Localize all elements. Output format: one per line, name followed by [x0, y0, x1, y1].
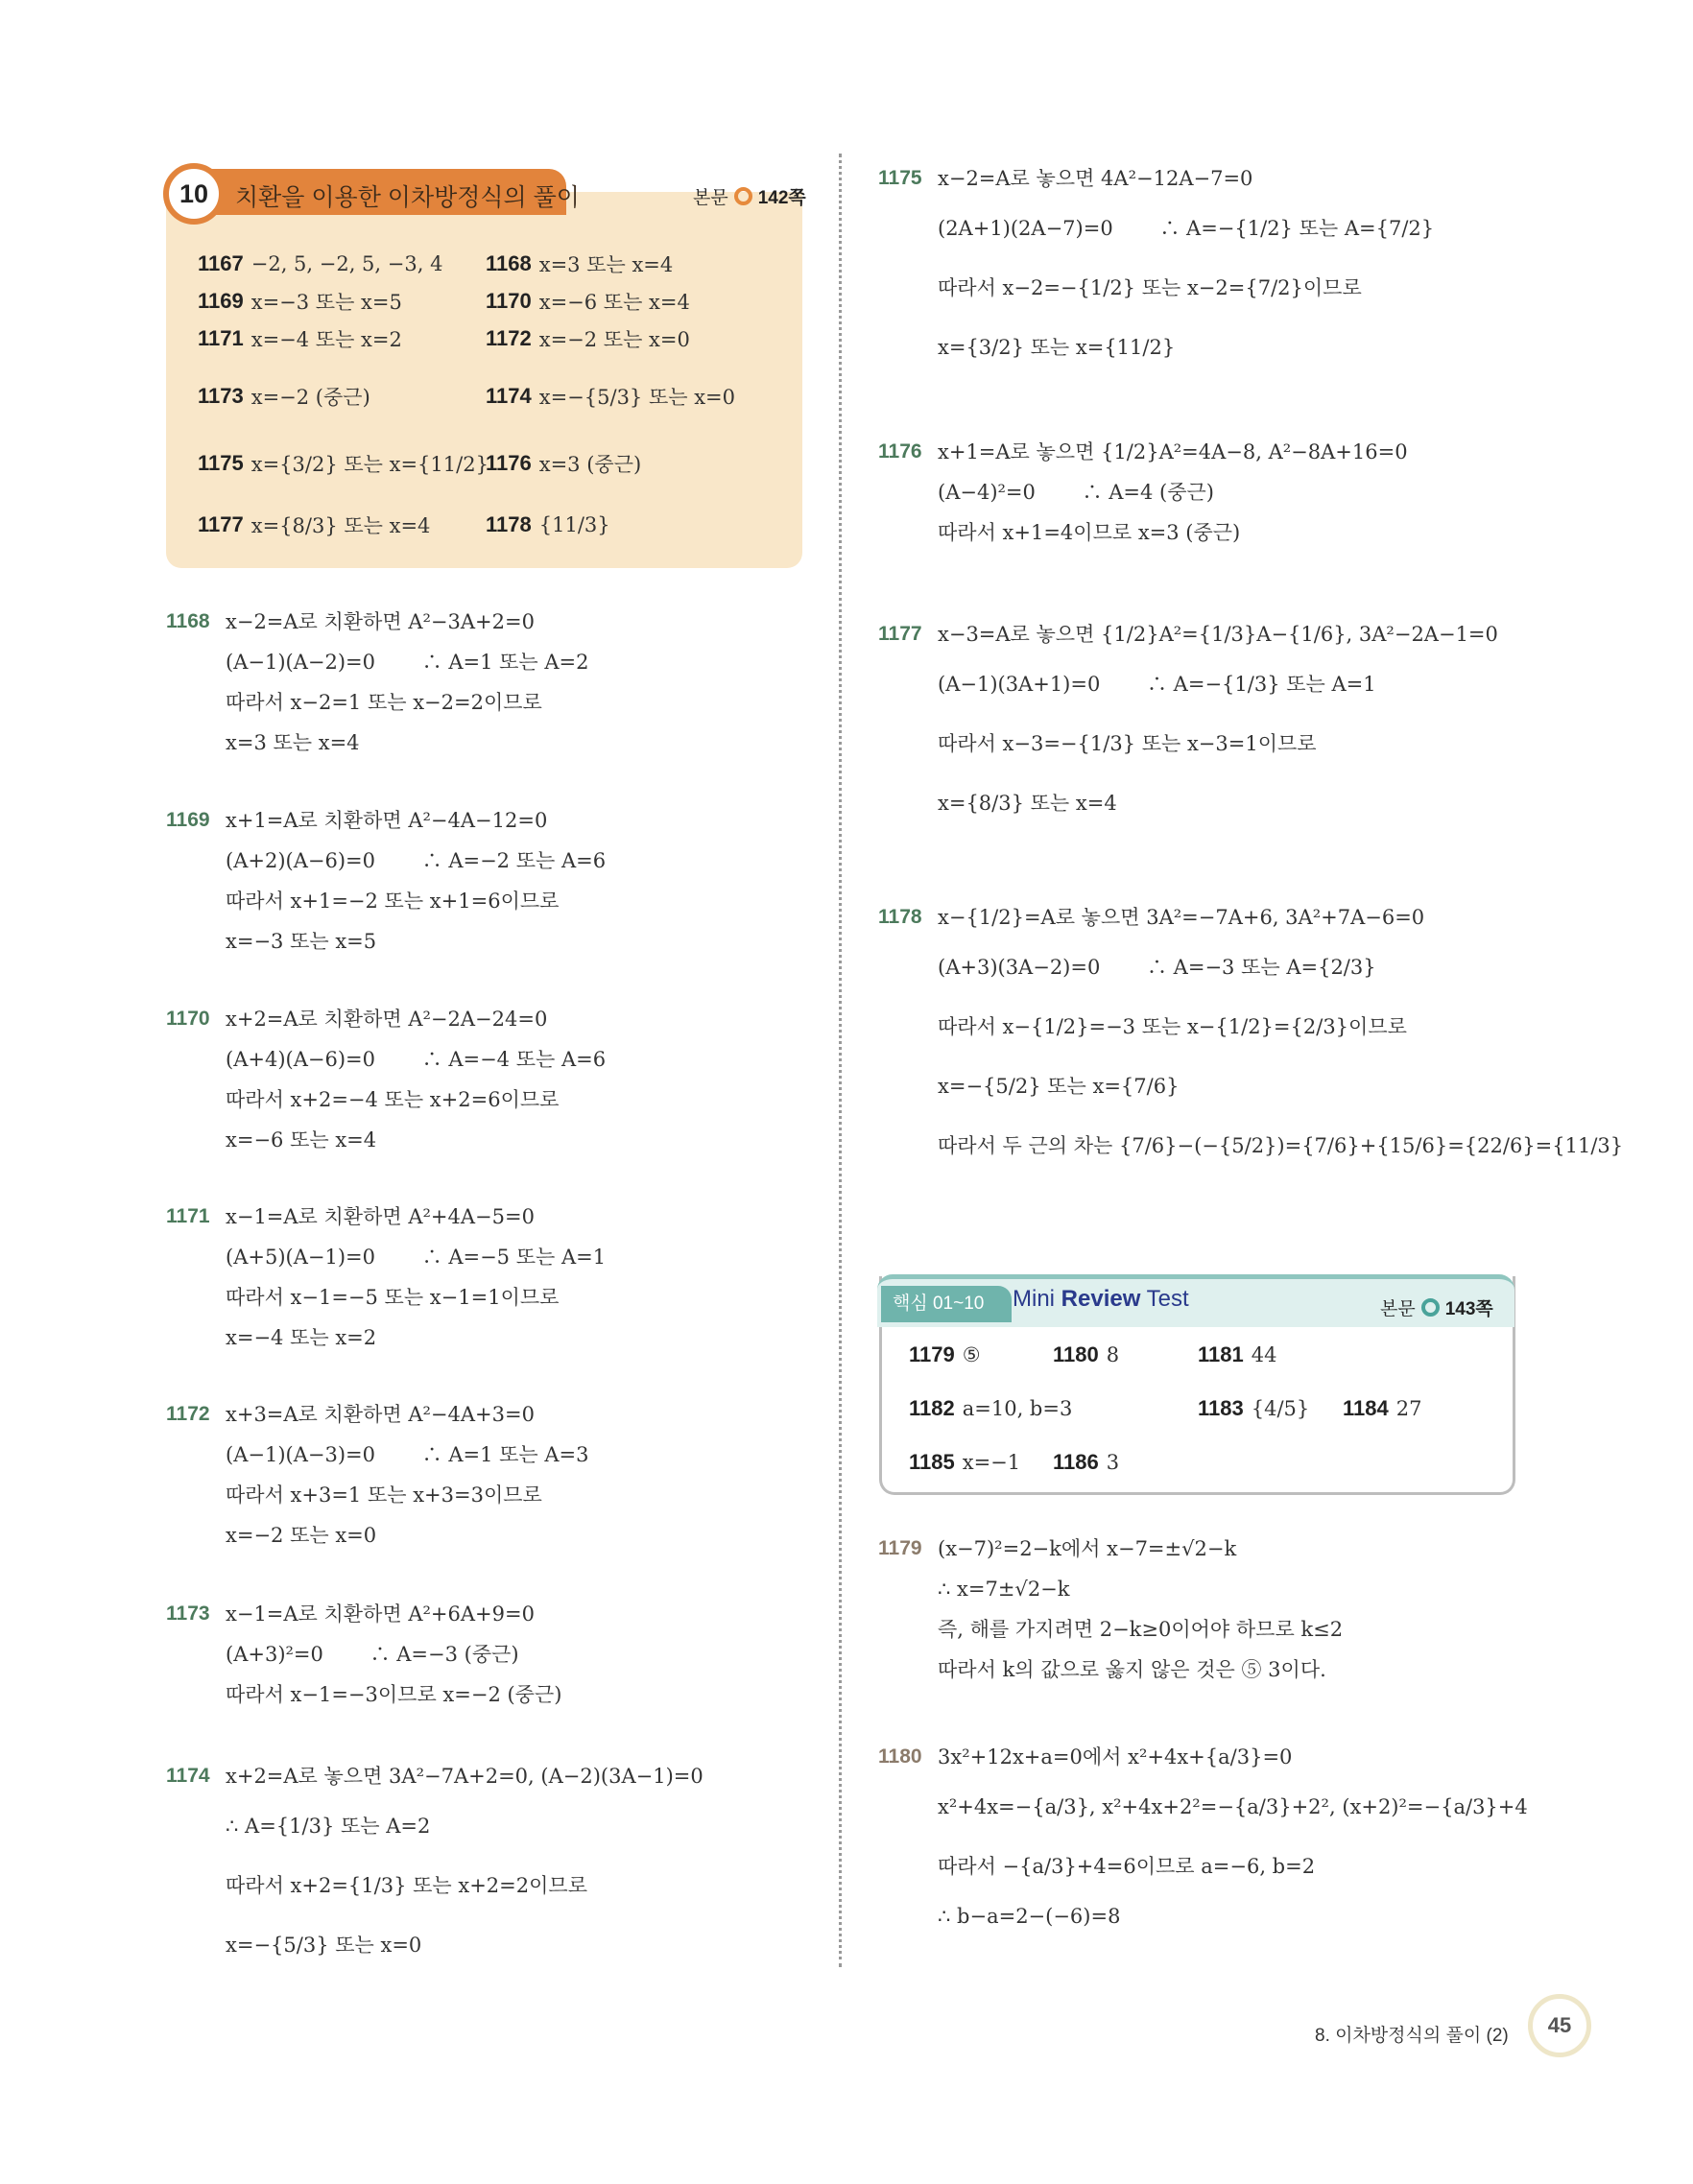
answer-text: x=−3 또는 x=5 — [250, 291, 402, 314]
problem-number: 1178 — [878, 906, 922, 928]
solution-line: 따라서 x−1=−3이므로 x=−2 (중근) — [226, 1683, 562, 1706]
solution-line: x−1=A로 치환하면 A²+4A−5=0 — [226, 1205, 535, 1228]
answer-number: 1183 — [1198, 1396, 1244, 1420]
solution-line: x−3=A로 놓으면 {1/2}A²={1/3}A−{1/6}, 3A²−2A−1=0 — [938, 623, 1498, 646]
answer-text: {4/5} — [1251, 1397, 1310, 1420]
answer-text: 8 — [1106, 1343, 1120, 1366]
answer-number: 1167 — [198, 251, 244, 275]
solution-line: (A−1)(A−3)=0 ∴ A=1 또는 A=3 — [226, 1443, 589, 1466]
answer-text: a=10, b=3 — [962, 1397, 1073, 1420]
solution-line: 따라서 x+2={1/3} 또는 x+2=2이므로 — [226, 1874, 587, 1897]
solution-body — [226, 999, 606, 1160]
answer-number: 1168 — [486, 251, 532, 275]
answer-item — [198, 315, 402, 363]
answer-number: 1176 — [486, 451, 532, 475]
mini-review-page-ref — [1380, 1294, 1493, 1320]
solution-line: x+2=A로 놓으면 3A²−7A+2=0, (A−2)(3A−1)=0 — [226, 1765, 703, 1788]
answer-number: 1182 — [909, 1396, 955, 1420]
solution-body — [226, 1394, 589, 1555]
solution-line: (2A+1)(2A−7)=0 ∴ A=−{1/2} 또는 A={7/2} — [938, 217, 1435, 240]
mini-answer-item — [909, 1385, 1072, 1433]
answer-item — [198, 439, 489, 487]
answer-number: 1186 — [1053, 1450, 1099, 1474]
answer-text: x=−1 — [962, 1451, 1021, 1474]
problem-number: 1168 — [166, 610, 210, 632]
problem-number: 1174 — [166, 1765, 210, 1787]
solution-line: x=−{5/3} 또는 x=0 — [226, 1934, 422, 1957]
problem-number: 1170 — [166, 1008, 210, 1030]
answer-number: 1184 — [1343, 1396, 1389, 1420]
solution-line: (A+2)(A−6)=0 ∴ A=−2 또는 A=6 — [226, 849, 607, 872]
solution-body — [226, 1756, 703, 1975]
mini-answer-item — [1198, 1331, 1276, 1379]
section-number: 10 — [163, 163, 225, 225]
solution-line: 따라서 x−2=1 또는 x−2=2이므로 — [226, 691, 542, 714]
answer-text: 27 — [1395, 1397, 1422, 1420]
answer-number: 1172 — [486, 326, 532, 350]
answer-item — [486, 315, 690, 363]
solution-line: 따라서 x−2=−{1/2} 또는 x−2={7/2}이므로 — [938, 276, 1362, 299]
ref-label: 본문 — [1380, 1299, 1416, 1319]
solution-body — [938, 614, 1498, 833]
solution-line: 따라서 x+2=−4 또는 x+2=6이므로 — [226, 1088, 560, 1111]
solution-line: x=−6 또는 x=4 — [226, 1128, 377, 1151]
solution-line: 따라서 두 근의 차는 {7/6}−(−{5/2})={7/6}+{15/6}={22/6}={11/3} — [938, 1134, 1624, 1157]
solution-line: 따라서 k의 값으로 옳지 않은 것은 ⑤ 3이다. — [938, 1658, 1326, 1681]
solution-line: (A+4)(A−6)=0 ∴ A=−4 또는 A=6 — [226, 1048, 607, 1071]
solution-line: x+1=A로 놓으면 {1/2}A²=4A−8, A²−8A+16=0 — [938, 440, 1408, 463]
title-part: Review — [1061, 1286, 1141, 1312]
section-title: 치환을 이용한 이차방정식의 풀이 — [235, 184, 580, 211]
answer-text: x={3/2} 또는 x={11/2} — [250, 453, 489, 476]
problem-number: 1169 — [166, 809, 210, 831]
solution-line: ∴ A={1/3} 또는 A=2 — [226, 1815, 431, 1838]
page-number: 45 — [1528, 1994, 1591, 2057]
answer-text: ⑤ — [962, 1343, 981, 1366]
ref-page: 142쪽 — [757, 188, 806, 208]
answer-item — [486, 372, 735, 420]
answer-text: 44 — [1251, 1343, 1277, 1366]
solution-line: ∴ x=7±√2−k — [938, 1578, 1070, 1601]
solution-line: x−2=A로 치환하면 A²−3A+2=0 — [226, 610, 535, 633]
problem-number: 1175 — [878, 167, 922, 189]
problem-number: 1171 — [166, 1205, 210, 1227]
solution-line: x+2=A로 치환하면 A²−2A−24=0 — [226, 1008, 548, 1031]
answer-number: 1171 — [198, 326, 244, 350]
problem-number: 1180 — [878, 1745, 922, 1768]
solution-line: x+1=A로 치환하면 A²−4A−12=0 — [226, 809, 548, 832]
answer-number: 1173 — [198, 384, 244, 408]
solution-body — [938, 1737, 1528, 1936]
arrow-circle-icon — [734, 187, 752, 205]
solution-body — [938, 1529, 1343, 1690]
solution-line: (A−1)(3A+1)=0 ∴ A=−{1/3} 또는 A=1 — [938, 673, 1376, 696]
solution-body — [938, 897, 1623, 1175]
solution-line: (x−7)²=2−k에서 x−7=±√2−k — [938, 1537, 1237, 1560]
solution-line: ∴ b−a=2−(−6)=8 — [938, 1905, 1121, 1928]
title-part: Mini — [1013, 1286, 1061, 1312]
answer-number: 1177 — [198, 512, 244, 536]
ref-page: 143쪽 — [1444, 1299, 1493, 1319]
solution-line: 즉, 해를 가지려면 2−k≥0이어야 하므로 k≤2 — [938, 1618, 1344, 1641]
solution-body — [226, 1197, 606, 1358]
solution-line: 따라서 x−{1/2}=−3 또는 x−{1/2}={2/3}이므로 — [938, 1015, 1407, 1038]
answer-text: x=−2 또는 x=0 — [538, 328, 690, 351]
arrow-circle-icon — [1421, 1298, 1440, 1317]
answer-number: 1174 — [486, 384, 532, 408]
solution-line: 따라서 x−1=−5 또는 x−1=1이므로 — [226, 1286, 560, 1309]
solution-body — [226, 1594, 561, 1715]
problem-number: 1176 — [878, 440, 922, 463]
solution-body — [938, 432, 1408, 553]
solution-line: x={8/3} 또는 x=4 — [938, 792, 1117, 815]
answer-item — [198, 501, 430, 549]
solution-line: 3x²+12x+a=0에서 x²+4x+{a/3}=0 — [938, 1745, 1293, 1769]
solution-line: x=3 또는 x=4 — [226, 731, 360, 754]
answer-number: 1180 — [1053, 1342, 1099, 1366]
answer-text: x=−4 또는 x=2 — [250, 328, 402, 351]
solution-line: (A+3)(3A−2)=0 ∴ A=−3 또는 A={2/3} — [938, 956, 1376, 979]
section-page-ref — [693, 183, 806, 209]
solution-line: 따라서 x+1=4이므로 x=3 (중근) — [938, 521, 1241, 544]
solution-line: 따라서 x+1=−2 또는 x+1=6이므로 — [226, 890, 560, 913]
mini-answer-item — [1053, 1438, 1119, 1486]
answer-number: 1179 — [909, 1342, 955, 1366]
problem-number: 1172 — [166, 1403, 210, 1425]
solution-line: (A+5)(A−1)=0 ∴ A=−5 또는 A=1 — [226, 1246, 607, 1269]
mini-review-title — [1013, 1286, 1189, 1313]
answer-item — [486, 439, 641, 487]
answer-number: 1170 — [486, 289, 532, 313]
answer-text: x={8/3} 또는 x=4 — [250, 514, 431, 537]
answer-text: x=−{5/3} 또는 x=0 — [538, 386, 736, 409]
solution-line: x−{1/2}=A로 놓으면 3A²=−7A+6, 3A²+7A−6=0 — [938, 906, 1425, 929]
solution-line: (A−4)²=0 ∴ A=4 (중근) — [938, 481, 1214, 504]
answer-text: 3 — [1106, 1451, 1120, 1474]
column-divider — [839, 154, 842, 1967]
mini-answer-item — [1053, 1331, 1119, 1379]
answer-number: 1178 — [486, 512, 532, 536]
answer-number: 1175 — [198, 451, 244, 475]
answer-number: 1181 — [1198, 1342, 1244, 1366]
answer-item — [486, 501, 610, 549]
solution-body — [226, 800, 606, 961]
problem-number: 1173 — [166, 1602, 210, 1625]
solution-line: x=−3 또는 x=5 — [226, 930, 377, 953]
answer-text: −2, 5, −2, 5, −3, 4 — [250, 252, 443, 275]
solution-line: (A−1)(A−2)=0 ∴ A=1 또는 A=2 — [226, 651, 589, 674]
answer-text: x=−2 (중근) — [250, 386, 370, 409]
solution-line: x−2=A로 놓으면 4A²−12A−7=0 — [938, 167, 1253, 190]
solution-line: x=−{5/2} 또는 x={7/6} — [938, 1075, 1180, 1098]
solution-body — [938, 158, 1434, 377]
problem-number: 1179 — [878, 1537, 922, 1559]
mini-answer-item — [909, 1438, 1020, 1486]
solution-line: x=−2 또는 x=0 — [226, 1524, 377, 1547]
answer-text: x=−6 또는 x=4 — [538, 291, 690, 314]
answer-number: 1169 — [198, 289, 244, 313]
solution-line: x=−4 또는 x=2 — [226, 1326, 377, 1349]
problem-number: 1177 — [878, 623, 922, 645]
solution-body — [226, 602, 589, 763]
answer-number: 1185 — [909, 1450, 955, 1474]
answer-text: x=3 (중근) — [538, 453, 642, 476]
mini-answer-item — [1343, 1385, 1421, 1433]
solution-line: 따라서 −{a/3}+4=6이므로 a=−6, b=2 — [938, 1855, 1316, 1878]
title-part: Test — [1140, 1286, 1189, 1312]
solution-line: 따라서 x−3=−{1/3} 또는 x−3=1이므로 — [938, 732, 1317, 755]
mini-review-tag: 핵심 01~10 — [881, 1286, 1012, 1322]
ref-label: 본문 — [693, 188, 728, 208]
mini-answer-item — [909, 1331, 981, 1379]
solution-line: (A+3)²=0 ∴ A=−3 (중근) — [226, 1643, 519, 1666]
solution-line: x²+4x=−{a/3}, x²+4x+2²=−{a/3}+2², (x+2)²=−{a/3}+4 — [938, 1795, 1528, 1818]
solution-line: 따라서 x+3=1 또는 x+3=3이므로 — [226, 1484, 542, 1507]
answer-text: x=3 또는 x=4 — [538, 253, 674, 276]
answer-text: {11/3} — [538, 513, 610, 536]
footer-chapter: 8. 이차방정식의 풀이 (2) — [1315, 2026, 1509, 2046]
solution-line: x={3/2} 또는 x={11/2} — [938, 336, 1176, 359]
mini-answer-item — [1198, 1385, 1309, 1433]
answer-item — [198, 372, 370, 420]
solution-line: x−1=A로 치환하면 A²+6A+9=0 — [226, 1602, 535, 1626]
solution-line: x+3=A로 치환하면 A²−4A+3=0 — [226, 1403, 535, 1426]
